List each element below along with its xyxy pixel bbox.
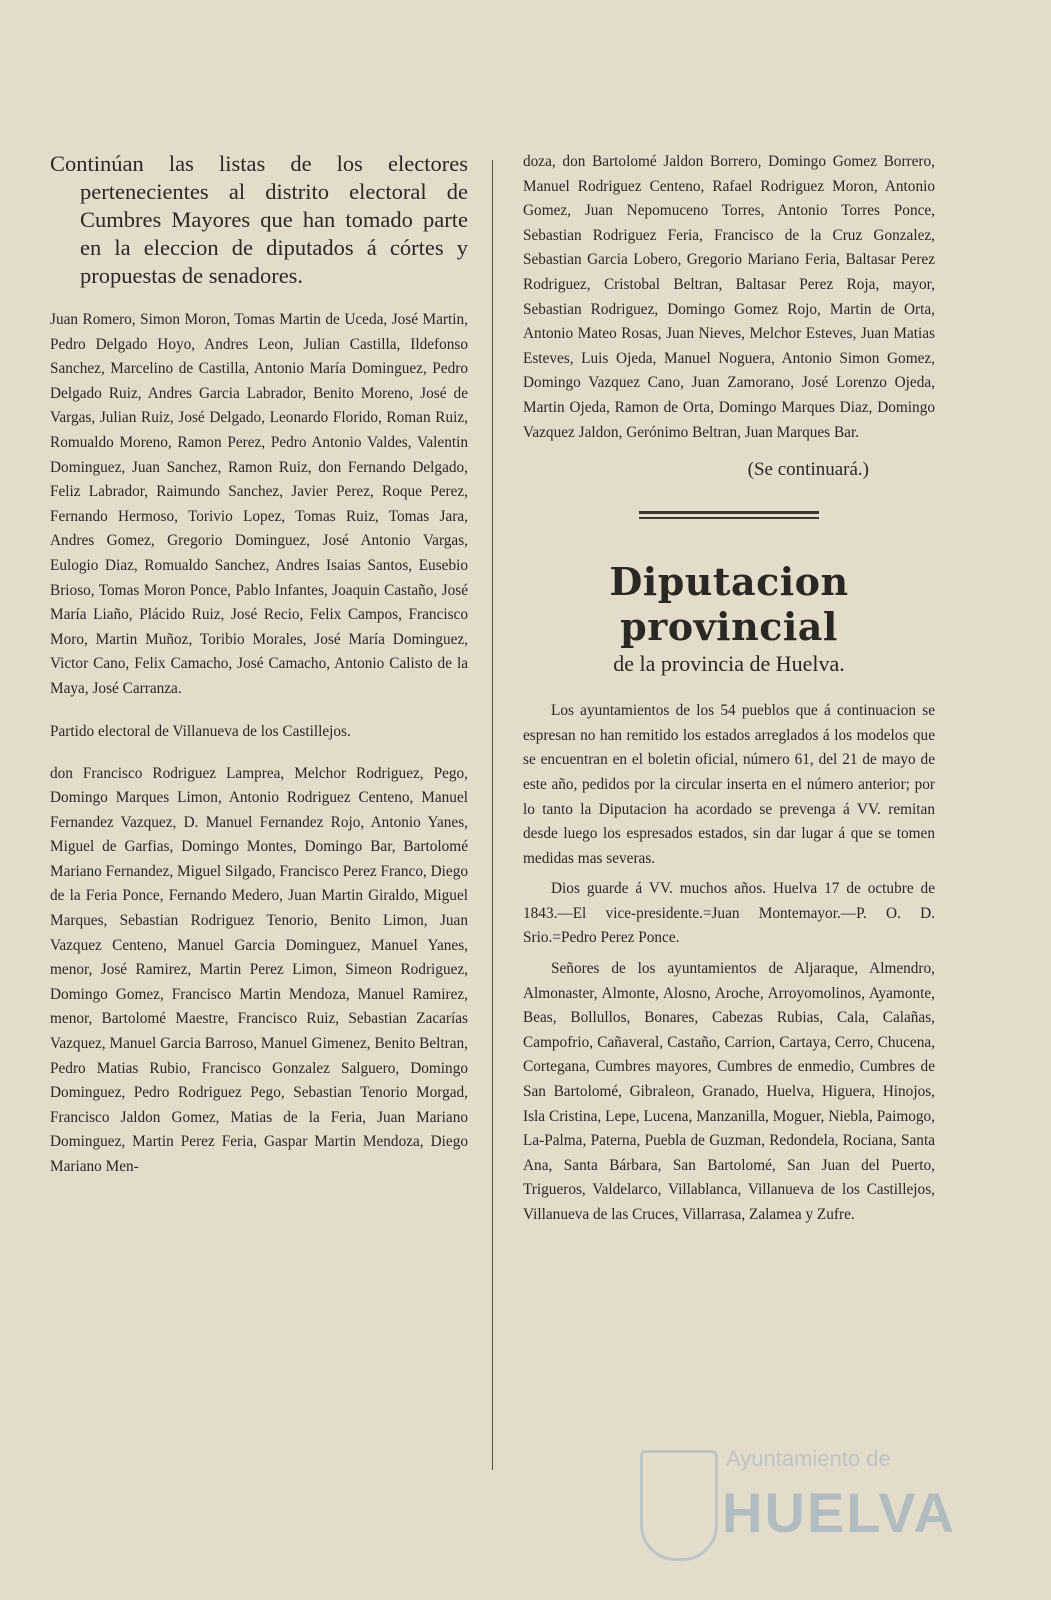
column-divider — [492, 160, 493, 1470]
article-paragraph-2: Dios guarde á VV. muchos años. Huelva 17 de octubre de 1843.—El vice-presidente.=Juan Montemayor.—P. O. D. Srio.=Pedro Perez Ponce. — [523, 880, 935, 947]
article-paragraph-3: Señores de los ayuntamientos de Aljaraque, Almendro, Almonaster, Almonte, Alosno, Aroche, Arroyomolinos, Ayamonte, Beas, Bollullos, Bonares, Cabezas Rubias, Cala, Calañas, Campofrio, Cañaveral, Castaño, Carrion, Cartaya, Cerro, Chucena, Cortegana, Cumbres mayores, Cumbres de enmedio, Cumbres de San Bartolomé, Gibraleon, Granado, Huelva, Higuera, Hinojos, Isla Cristina, Lepe, Lucena, Manzanilla, Moguer, Niebla, Paimogo, La-Palma, Paterna, Puebla de Guzman, Redondela, Rociana, Santa Ana, Santa Bárbara, San Bartolomé, San Juan del Puerto, Trigueros, Valdelarco, Villablanca, Villanueva de los Castillejos, Villanueva de las Cruces, Villarrasa, Zalamea y Zufre. — [523, 960, 935, 1223]
district-subheading: Partido electoral de Villanueva de los Castillejos. — [50, 722, 351, 740]
left-column — [50, 150, 468, 1180]
rule-line-bottom — [639, 517, 819, 519]
elector-list-villanueva: don Francisco Rodriguez Lamprea, Melchor Rodriguez, Pego, Domingo Marques Limon, Antonio Rodriguez Centeno, Manuel Fernandez Vazquez, D. Manuel Fernandez Rojo, Antonio Yanes, Miguel de Garfias, Domingo Montes, Domingo Bar, Bartolomé Mariano Fernandez, Miguel Silgado, Francisco Perez Franco, Diego de la Feria Ponce, Fernando Medero, Juan Martin Giraldo, Miguel Marques, Sebastian Rodriguez Tenorio, Benito Limon, Juan Vazquez Centeno, Manuel Garcia Dominguez, Manuel Yanes, menor, José Ramirez, Martin Perez Limon, Simeon Rodriguez, Domingo Gomez, Francisco Martin Mendoza, Manuel Ramirez, menor, Bartolomé Maestre, Francisco Ruiz, Sebastian Zacarías Vazquez, Manuel Garcia Barroso, Manuel Gimenez, Benito Beltran, Pedro Matias Rubio, Francisco Gonzalez Salguero, Domingo Dominguez, Pedro Rodriguez Pego, Sebastian Tenorio Morgad, Francisco Jaldon Gomez, Matias de la Feria, Juan Mariano Dominguez, Martin Perez Feria, Gaspar Martin Mendoza, Diego Mariano Men- — [50, 764, 468, 1175]
elector-list-cumbres: Juan Romero, Simon Moron, Tomas Martin de Uceda, José Martin, Pedro Delgado Hoyo, Andres Leon, Julian Castilla, Ildefonso Sanchez, Marcelino de Castilla, Antonio María Dominguez, Pedro Delgado Ruiz, Andres Garcia Labrador, Benito Moreno, José de Vargas, Julian Ruiz, José Delgado, Leonardo Florido, Roman Ruiz, Romualdo Moreno, Ramon Perez, Pedro Antonio Valdes, Valentin Dominguez, Juan Sanchez, Ramon Ruiz, don Fernando Delgado, Feliz Labrador, Raimundo Sanchez, Javier Perez, Roque Perez, Fernando Hermoso, Torivio Lopez, Tomas Ruiz, Tomas Jara, Andres Gomez, Gregorio Dominguez, José Antonio Vargas, Eulogio Diaz, Romualdo Sanchez, Andres Isaias Santos, Eusebio Brioso, Tomas Moron Ponce, Pablo Infantes, Joaquin Castaño, José María Liaño, Plácido Ruiz, José Recio, Felix Campos, Francisco Moro, Martin Muñoz, Toribio Morales, José María Dominguez, Victor Cano, Felix Camacho, José Camacho, Antonio Calisto de la Maya, José Carranza. — [50, 311, 468, 697]
watermark-line-2: HUELVA — [722, 1481, 956, 1544]
section-rule — [639, 511, 819, 519]
article-subtitle: de la provincia de Huelva. — [613, 651, 845, 677]
elector-list-continued: doza, don Bartolomé Jaldon Borrero, Domingo Gomez Borrero, Manuel Rodriguez Centeno, Rafael Rodriguez Moron, Antonio Gomez, Juan Nepomuceno Torres, Antonio Torres Ponce, Sebastian Rodriguez Feria, Francisco de la Cruz Gonzalez, Sebastian Garcia Lobero, Gregorio Mariano Feria, Baltasar Perez Rodriguez, Cristobal Beltran, Baltasar Perez Roja, mayor, Sebastian Rodriguez, Domingo Gomez Rojo, Martin de Orta, Antonio Mateo Rosas, Juan Nieves, Melchor Esteves, Juan Matias Esteves, Luis Ojeda, Manuel Noguera, Antonio Simon Gomez, Domingo Vazquez Cano, Juan Zamorano, José Lorenzo Ojeda, Martin Ojeda, Ramon de Orta, Domingo Marques Diaz, Domingo Vazquez Jaldon, Gerónimo Beltran, Juan Marques Bar. — [523, 153, 935, 441]
article-title: Diputacion provincial — [609, 559, 849, 650]
archive-watermark — [640, 1440, 970, 1570]
right-column — [523, 150, 935, 1234]
continued-note: (Se continuará.) — [747, 459, 869, 481]
article-paragraph-1: Los ayuntamientos de los 54 pueblos que á continuacion se espresan no han remitido los estados arreglados á los modelos que se encuentran en el boletin oficial, número 61, del 21 de mayo de este año, pedidos por la circular inserta en el número anterior; por lo tanto la Diputacion ha acordado se prevenga á VV. remitan desde luego los espresados estados, sin dar lugar á que se tomen medidas mas severas. — [523, 702, 935, 867]
watermark-line-1: Ayuntamiento de — [726, 1446, 891, 1471]
rule-line-top — [639, 511, 819, 514]
coat-of-arms-icon — [640, 1450, 718, 1561]
section-heading: Continúan las listas de los electores pertenecientes al distrito electoral de Cumbres Mayores que han tomado parte en la eleccion de diputados á córtes y propuestas de senadores. — [50, 151, 468, 288]
